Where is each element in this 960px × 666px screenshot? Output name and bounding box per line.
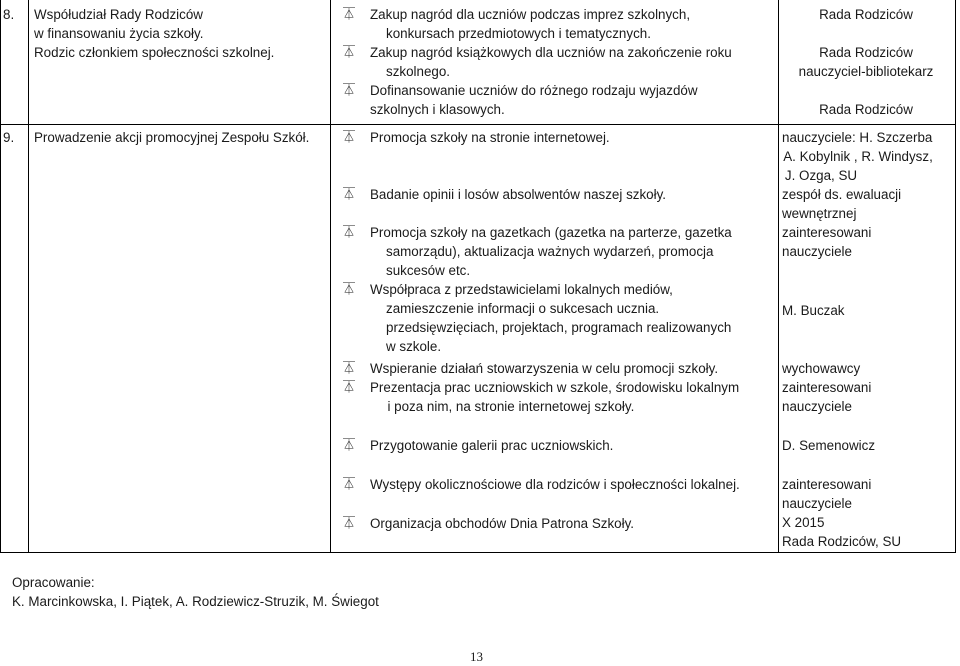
responsible-entry: zainteresowani bbox=[782, 225, 872, 240]
task-line: Wspieranie działań stowarzyszenia w celu promocji szkoły. bbox=[370, 361, 719, 376]
task-line: i poza nim, na stronie internetowej szkoły. bbox=[380, 399, 635, 414]
table-divider-title bbox=[330, 0, 331, 552]
row-separator bbox=[0, 124, 956, 125]
table-border-right bbox=[955, 0, 956, 552]
task-line: Zakup nagród książkowych dla uczniów na zakończenie roku bbox=[370, 45, 732, 60]
responsible-entry: M. Buczak bbox=[782, 303, 845, 318]
bullet-icon: ⏄ bbox=[343, 516, 356, 530]
task-line: szkolnego. bbox=[386, 64, 451, 79]
responsible-entry: A. Kobylnik , R. Windysz, bbox=[783, 149, 933, 164]
table-border-bottom bbox=[0, 552, 956, 553]
prepared-by-label: Opracowanie: bbox=[12, 575, 95, 590]
task-line: Współpraca z przedstawicielami lokalnych mediów, bbox=[370, 282, 673, 297]
task-line: Promocja szkoły na stronie internetowej. bbox=[370, 130, 610, 145]
responsible-entry: nauczyciele bbox=[782, 244, 852, 259]
task-line: szkolnych i klasowych. bbox=[370, 102, 505, 117]
bullet-icon: ⏄ bbox=[343, 477, 356, 491]
responsible-entry: zainteresowani bbox=[782, 477, 872, 492]
table-divider-number bbox=[28, 0, 29, 552]
task-line: sukcesów etc. bbox=[386, 263, 471, 278]
responsible-entry: Rada Rodziców, SU bbox=[782, 534, 902, 549]
bullet-icon: ⏄ bbox=[343, 187, 356, 201]
page-number: 13 bbox=[470, 649, 483, 664]
task-line: zamieszczenie informacji o sukcesach ucznia. bbox=[386, 301, 660, 316]
authors-list: K. Marcinkowska, I. Piątek, A. Rodziewicz-Struzik, M. Świegot bbox=[12, 594, 379, 609]
bullet-icon: ⏄ bbox=[343, 282, 356, 296]
task-line: Występy okolicznościowe dla rodziców i społeczności lokalnej. bbox=[370, 477, 740, 492]
bullet-icon: ⏄ bbox=[343, 83, 356, 97]
row-title-line: Prowadzenie akcji promocyjnej Zespołu Szkół. bbox=[34, 130, 310, 145]
task-line: Prezentacja prac uczniowskich w szkole, środowisku lokalnym bbox=[370, 380, 740, 395]
bullet-icon: ⏄ bbox=[343, 438, 356, 452]
bullet-icon: ⏄ bbox=[343, 130, 356, 144]
row-title-line: Współudział Rady Rodziców bbox=[34, 7, 203, 22]
task-line: Dofinansowanie uczniów do różnego rodzaju wyjazdów bbox=[370, 83, 698, 98]
task-line: Promocja szkoły na gazetkach (gazetka na parterze, gazetka bbox=[370, 225, 732, 240]
responsible-entry: nauczyciele: H. Szczerba bbox=[782, 130, 933, 145]
bullet-icon: ⏄ bbox=[343, 45, 356, 59]
table-divider-tasks bbox=[778, 0, 779, 552]
task-line: Organizacja obchodów Dnia Patrona Szkoły. bbox=[370, 516, 634, 531]
bullet-icon: ⏄ bbox=[343, 7, 356, 21]
task-line: w szkole. bbox=[386, 339, 442, 354]
table-border-left bbox=[0, 0, 1, 552]
task-line: Badanie opinii i losów absolwentów naszej szkoły. bbox=[370, 187, 666, 202]
responsible-entry: Rada Rodziców bbox=[819, 102, 913, 117]
task-line: przedsięwzięciach, projektach, programach realizowanych bbox=[386, 320, 732, 335]
responsible-entry: Rada Rodziców bbox=[819, 7, 913, 22]
responsible-entry: nauczyciele bbox=[782, 496, 852, 511]
responsible-entry: zespół ds. ewaluacji bbox=[782, 187, 902, 202]
responsible-entry: Rada Rodziców bbox=[819, 45, 913, 60]
responsible-entry: nauczyciel-bibliotekarz bbox=[798, 64, 934, 79]
responsible-entry: zainteresowani bbox=[782, 380, 872, 395]
responsible-entry: wewnętrznej bbox=[782, 206, 857, 221]
bullet-icon: ⏄ bbox=[343, 225, 356, 239]
task-line: Zakup nagród dla uczniów podczas imprez szkolnych, bbox=[370, 7, 691, 22]
row-title-line: w finansowaniu życia szkoły. bbox=[34, 26, 204, 41]
row-title-line: Rodzic członkiem społeczności szkolnej. bbox=[34, 45, 275, 60]
responsible-entry: wychowawcy bbox=[782, 361, 861, 376]
bullet-icon: ⏄ bbox=[343, 380, 356, 394]
task-line: konkursach przedmiotowych i tematycznych. bbox=[386, 26, 651, 41]
responsible-entry: nauczyciele bbox=[782, 399, 852, 414]
row-number: 8. bbox=[3, 7, 15, 22]
task-line: samorządu), aktualizacja ważnych wydarzeń, promocja bbox=[386, 244, 714, 259]
task-line: Przygotowanie galerii prac uczniowskich. bbox=[370, 438, 614, 453]
row-number: 9. bbox=[3, 130, 15, 145]
bullet-icon: ⏄ bbox=[343, 361, 356, 375]
responsible-entry: D. Semenowicz bbox=[782, 438, 876, 453]
responsible-entry: J. Ozga, SU bbox=[784, 168, 858, 183]
responsible-entry: X 2015 bbox=[782, 515, 825, 530]
